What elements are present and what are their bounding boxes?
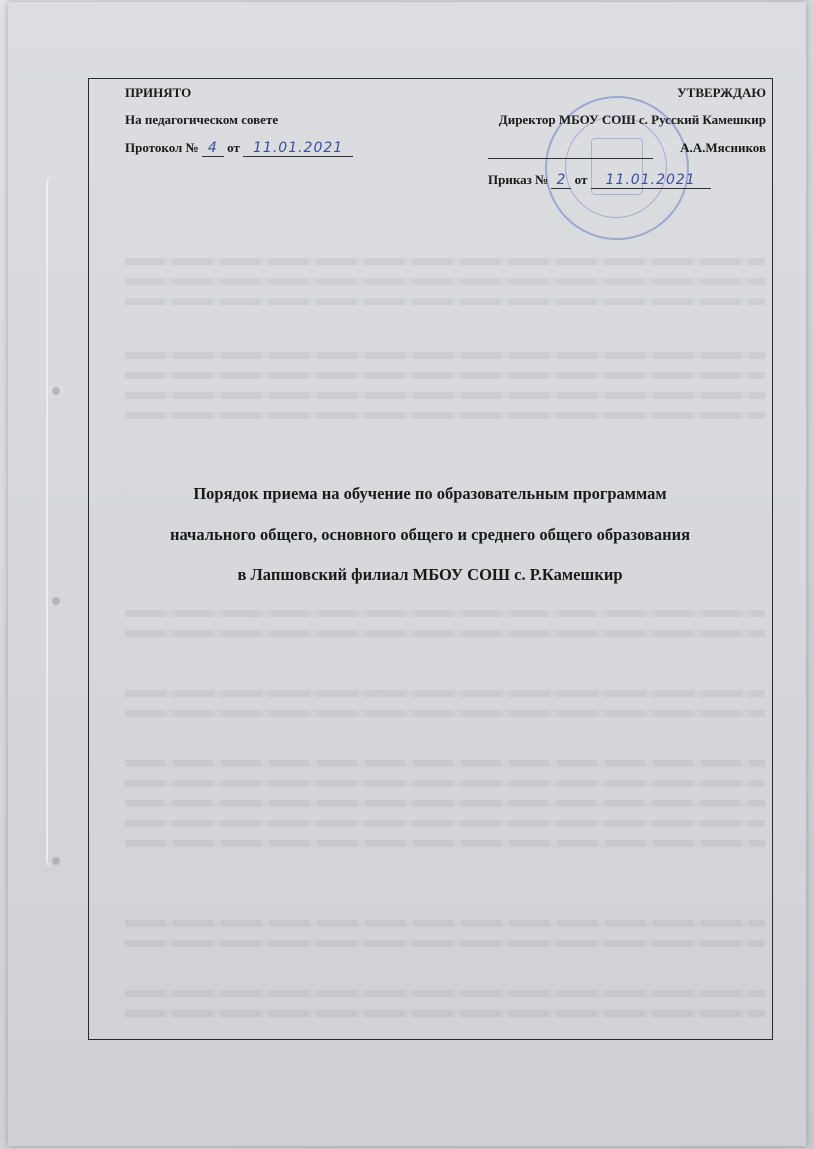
signature-line (488, 158, 653, 159)
bleed-through-line (125, 840, 765, 847)
bleed-through-line (125, 352, 765, 359)
order-date: 11.01.2021 (605, 172, 696, 188)
protocol-prefix: Протокол № (125, 140, 199, 155)
bleed-through-line (125, 412, 765, 419)
bleed-through-line (125, 278, 765, 285)
bleed-through-line (125, 780, 765, 787)
page-binding (46, 177, 62, 867)
document-title-line-2: начального общего, основного общего и среднего общего образования (169, 525, 691, 544)
protocol-date: 11.01.2021 (253, 140, 344, 156)
bleed-through-line (125, 610, 765, 617)
bleed-through-line (125, 820, 765, 827)
bleed-through-line (125, 940, 765, 947)
order-line (488, 172, 711, 189)
protocol-date-prefix: от (227, 140, 240, 155)
bleed-through-line (125, 630, 765, 637)
order-number: 2 (556, 172, 567, 188)
protocol-number: 4 (207, 140, 218, 156)
order-date-prefix: от (574, 172, 588, 187)
bleed-through-line (125, 920, 765, 927)
protocol-line (125, 140, 353, 157)
bleed-through-line (125, 690, 765, 697)
order-prefix: Приказ № (488, 172, 549, 187)
bleed-through-line (125, 258, 765, 265)
approve-heading: УТВЕРЖДАЮ (677, 85, 766, 100)
document-title-line-3: в Лапшовский филиал МБОУ СОШ с. Р.Камешкир (237, 565, 623, 584)
accepted-heading: ПРИНЯТО (125, 85, 192, 100)
pedagogical-council-label: На педагогическом совете (125, 112, 279, 127)
bleed-through-line (125, 372, 765, 379)
director-name: А.А.Мясников (680, 140, 766, 155)
bleed-through-line (125, 1010, 765, 1017)
bleed-through-line (125, 710, 765, 717)
bleed-through-line (125, 760, 765, 767)
bleed-through-line (125, 298, 765, 305)
director-title: Директор МБОУ СОШ с. Русский Камешкир (498, 112, 766, 127)
document-title-line-1: Порядок приема на обучение по образовательным программам (193, 484, 667, 503)
bleed-through-line (125, 990, 765, 997)
page-border (88, 78, 773, 1040)
bleed-through-line (125, 392, 765, 399)
bleed-through-line (125, 800, 765, 807)
